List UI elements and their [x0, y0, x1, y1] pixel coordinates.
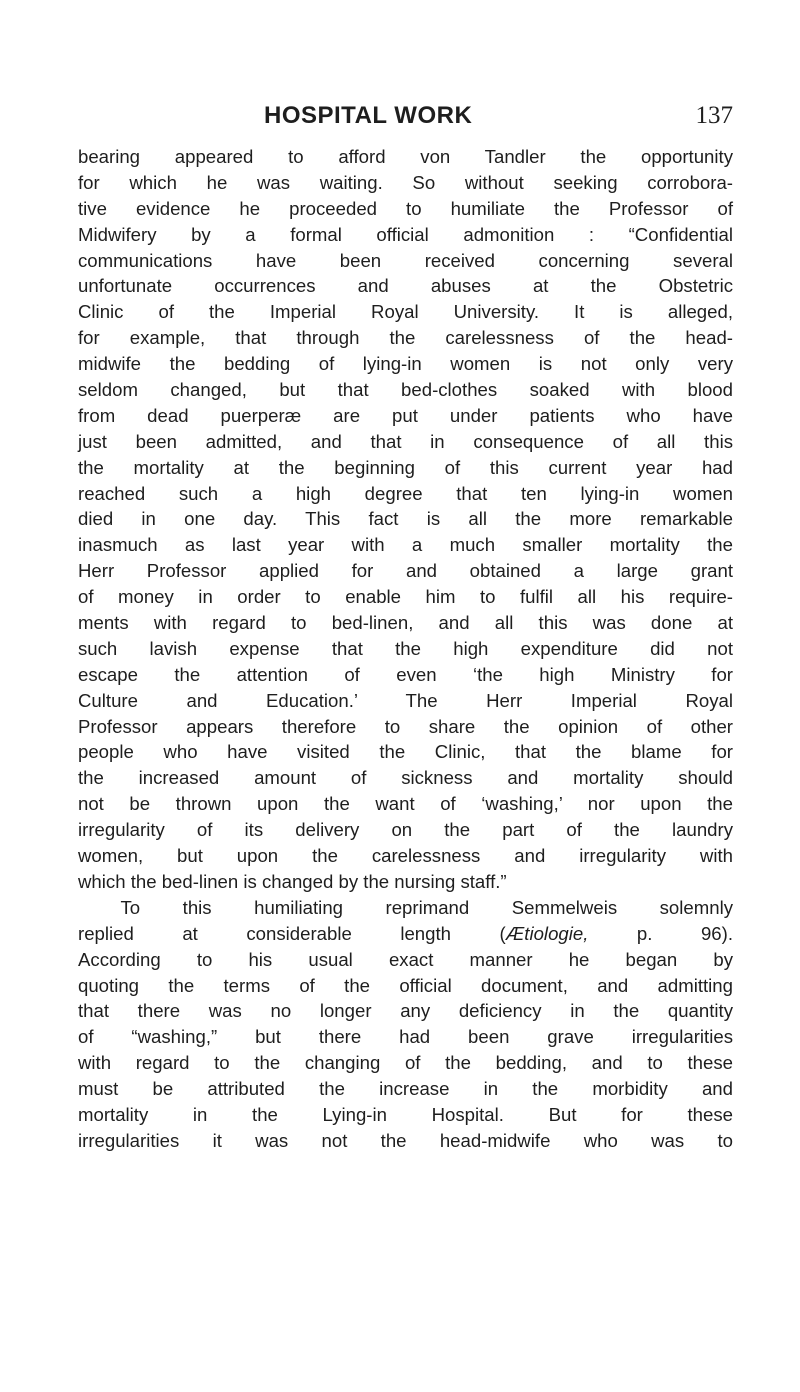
- text-line: Professor appears therefore to share the opinion of other: [78, 715, 733, 737]
- text-line: from dead puerperæ are put under patients who have: [78, 404, 733, 426]
- text-run: replied at considerable length (: [78, 922, 506, 944]
- text-line: not be thrown upon the want of ‘washing,’ nor upon the: [78, 793, 733, 815]
- text-line: communications have been received concerning several: [78, 249, 733, 271]
- text-line: with regard to the changing of the bedding, and to these: [78, 1052, 733, 1074]
- text-run: p. 96).: [588, 922, 733, 944]
- book-page: [78, 0, 733, 1392]
- paragraph-indent: [78, 897, 121, 918]
- text-line: of money in order to enable him to fulfil all his require-: [78, 586, 733, 608]
- text-line: reached such a high degree that ten lying-in women: [78, 482, 733, 504]
- running-head: [78, 100, 733, 132]
- text-line: [78, 895, 733, 921]
- text-line: tive evidence he proceeded to humiliate the Professor of: [78, 197, 733, 219]
- text-line: women, but upon the carelessness and irregularity with: [78, 845, 733, 867]
- running-head-title: HOSPITAL WORK: [264, 102, 473, 129]
- text-line: for example, that through the carelessness of the head-: [78, 327, 733, 349]
- text-line: died in one day. This fact is all the more remarkable: [78, 508, 733, 530]
- text-line: the increased amount of sickness and mortality should: [78, 767, 733, 789]
- text-line: quoting the terms of the official document, and admitting: [78, 974, 733, 996]
- text-line: Clinic of the Imperial Royal University. It is alleged,: [78, 301, 733, 323]
- cited-work-title: Ætiologie,: [505, 922, 589, 944]
- text-line: for which he was waiting. So without seeking corrobora-: [78, 171, 733, 193]
- text-line: bearing appeared to afford von Tandler the opportunity: [78, 146, 733, 167]
- text-line: According to his usual exact manner he began by: [78, 948, 733, 970]
- text-line: the mortality at the beginning of this current year had: [78, 456, 733, 478]
- body-text: [78, 144, 733, 1154]
- paragraph-1: [78, 144, 733, 895]
- text-line: must be attributed the increase in the morbidity and: [78, 1078, 733, 1100]
- text-run: To this humiliating reprimand Semmelweis solemnly: [120, 896, 733, 918]
- paragraph-2: [78, 895, 733, 1154]
- text-line: of “washing,” but there had been grave irregularities: [78, 1026, 733, 1048]
- text-line: just been admitted, and that in consequence of all this: [78, 430, 733, 452]
- text-line: seldom changed, but that bed-clothes soaked with blood: [78, 379, 733, 401]
- page-number: 137: [695, 102, 733, 129]
- text-line: inasmuch as last year with a much smaller mortality the: [78, 534, 733, 556]
- text-line: that there was no longer any deficiency in the quantity: [78, 1000, 733, 1022]
- text-line: Midwifery by a formal official admonition : “Confidential: [78, 223, 733, 245]
- text-line: irregularities it was not the head-midwife who was to: [78, 1129, 733, 1151]
- text-line: such lavish expense that the high expenditure did not: [78, 637, 733, 659]
- text-line: [78, 921, 733, 947]
- text-line: ments with regard to bed-linen, and all this was done at: [78, 612, 733, 634]
- text-line: Culture and Education.’ The Herr Imperial Royal: [78, 689, 733, 711]
- text-line: Herr Professor applied for and obtained a large grant: [78, 560, 733, 582]
- text-line: midwife the bedding of lying-in women is not only very: [78, 353, 733, 375]
- text-line: irregularity of its delivery on the part of the laundry: [78, 819, 733, 841]
- text-line: people who have visited the Clinic, that the blame for: [78, 741, 733, 763]
- text-line: unfortunate occurrences and abuses at the Obstetric: [78, 275, 733, 297]
- text-line: mortality in the Lying-in Hospital. But for these: [78, 1103, 733, 1125]
- text-line: escape the attention of even ‘the high Ministry for: [78, 663, 733, 685]
- text-line: which the bed-linen is changed by the nursing staff.”: [78, 870, 507, 892]
